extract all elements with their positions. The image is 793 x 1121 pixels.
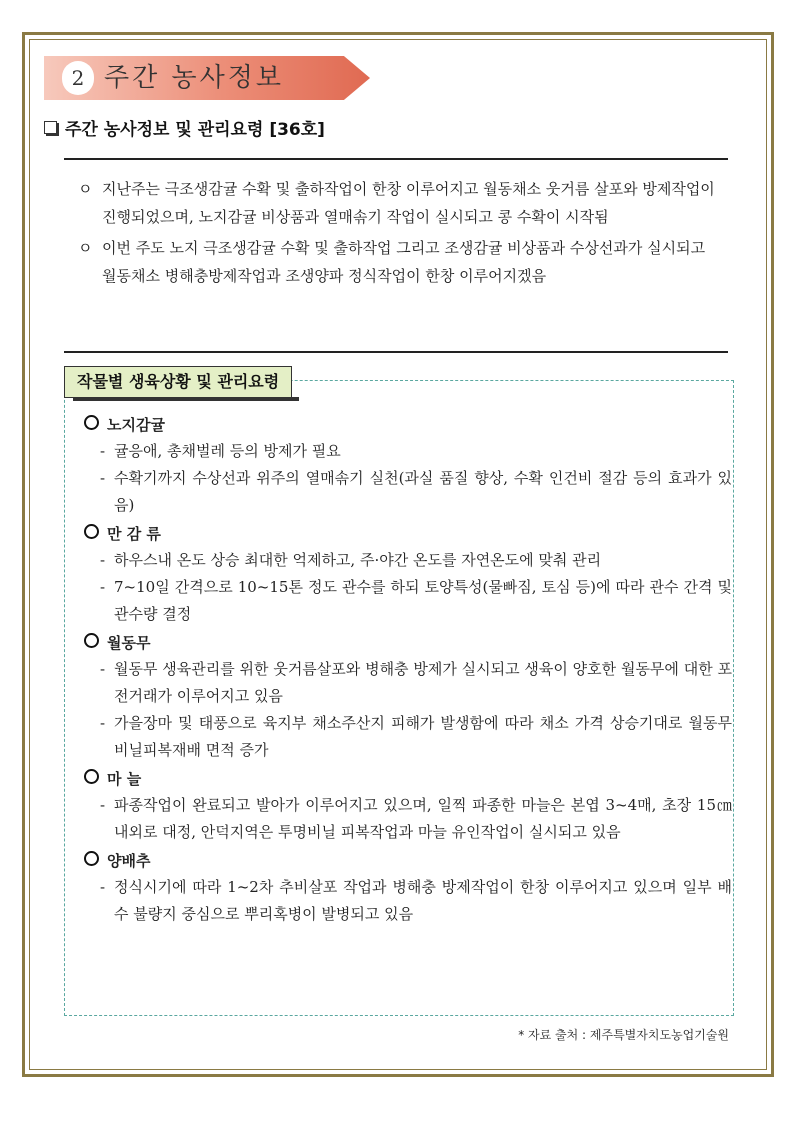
crop-name: 양배추 [84,848,732,874]
crop-name: 월동무 [84,630,732,656]
source-note: * 자료 출처 : 제주특별자치도농업기술원 [518,1028,729,1042]
section-number: 2 [62,61,94,95]
summary-text: 이번 주도 노지 극조생감귤 수확 및 출하작업 그리고 조생감귤 비상품과 수상선과가 실시되고 월동채소 병해충방제작업과 조생양파 정식작업이 한창 이루어지겠음 [102,239,706,285]
summary-item [76,234,724,290]
crop-section [84,766,732,846]
bullet-circle-icon: ㅇ [78,239,93,257]
circle-bullet-icon [84,633,99,648]
top-rule [64,158,728,160]
summary [76,175,724,293]
summary-text: 지난주는 극조생감귤 수확 및 출하작업이 한창 이루어지고 월동채소 웃거름 살포와 방제작업이 진행되었으며, 노지감귤 비상품과 열매솎기 작업이 실시되고 콩 수확이 시작됨 [102,180,715,226]
panel-title: 작물별 생육상황 및 관리요령 [64,366,292,398]
summary-item [76,175,724,231]
dash-icon: - [100,878,106,896]
crop-item: - 수확기까지 수상선과 위주의 열매솎기 실천(과실 품질 향상, 수확 인건비 절감 등의 효과가 있음) [84,465,732,519]
dash-icon: - [100,796,106,814]
circle-bullet-icon [84,524,99,539]
crop-name: 만 감 류 [84,521,732,547]
section-title: 주간 농사정보 [104,63,284,93]
dash-icon: - [100,660,106,678]
circle-bullet-icon [84,851,99,866]
dash-icon: - [100,551,106,569]
dash-icon: - [100,469,106,487]
bullet-circle-icon: ㅇ [78,180,93,198]
bottom-rule [64,351,728,353]
crop-item: - 하우스내 온도 상승 최대한 억제하고, 주·야간 온도를 자연온도에 맞춰 관리 [84,547,732,574]
crop-section [84,848,732,928]
crop-item: - 귤응애, 총채벌레 등의 방제가 필요 [84,438,732,465]
heading-text: 주간 농사정보 및 관리요령 [36호] [65,120,325,140]
dash-icon: - [100,442,106,460]
crop-item: - 월동무 생육관리를 위한 웃거름살포와 병해충 방제가 실시되고 생육이 양호한 월동무에 대한 포전거래가 이루어지고 있음 [84,656,732,710]
crop-section [84,630,732,764]
heading [44,118,325,142]
section-tab [44,56,370,100]
crop-list [84,410,732,928]
circle-bullet-icon [84,415,99,430]
crop-item: - 가을장마 및 태풍으로 육지부 채소주산지 피해가 발생함에 따라 채소 가격 상승기대로 월동무 비닐피복재배 면적 증가 [84,710,732,764]
crop-name: 마 늘 [84,766,732,792]
crop-section [84,521,732,628]
crop-name: 노지감귤 [84,412,732,438]
crop-section [84,412,732,519]
circle-bullet-icon [84,769,99,784]
crop-item: - 파종작업이 완료되고 발아가 이루어지고 있으며, 일찍 파종한 마늘은 본엽 3~4매, 초장 15㎝ 내외로 대정, 안덕지역은 투명비닐 피복작업과 마늘 유인작업이 실시되고 있음 [84,792,732,846]
crop-item: - 7~10일 간격으로 10~15톤 정도 관수를 하되 토양특성(물빠짐, 토심 등)에 따라 관수 간격 및 관수량 결정 [84,574,732,628]
dash-icon: - [100,714,106,732]
crop-item: - 정식시기에 따라 1~2차 추비살포 작업과 병해충 방제작업이 한창 이루어지고 있으며 일부 배수 불량지 중심으로 뿌리혹병이 발병되고 있음 [84,874,732,928]
checkbox-square-icon [44,121,57,134]
dash-icon: - [100,578,106,596]
